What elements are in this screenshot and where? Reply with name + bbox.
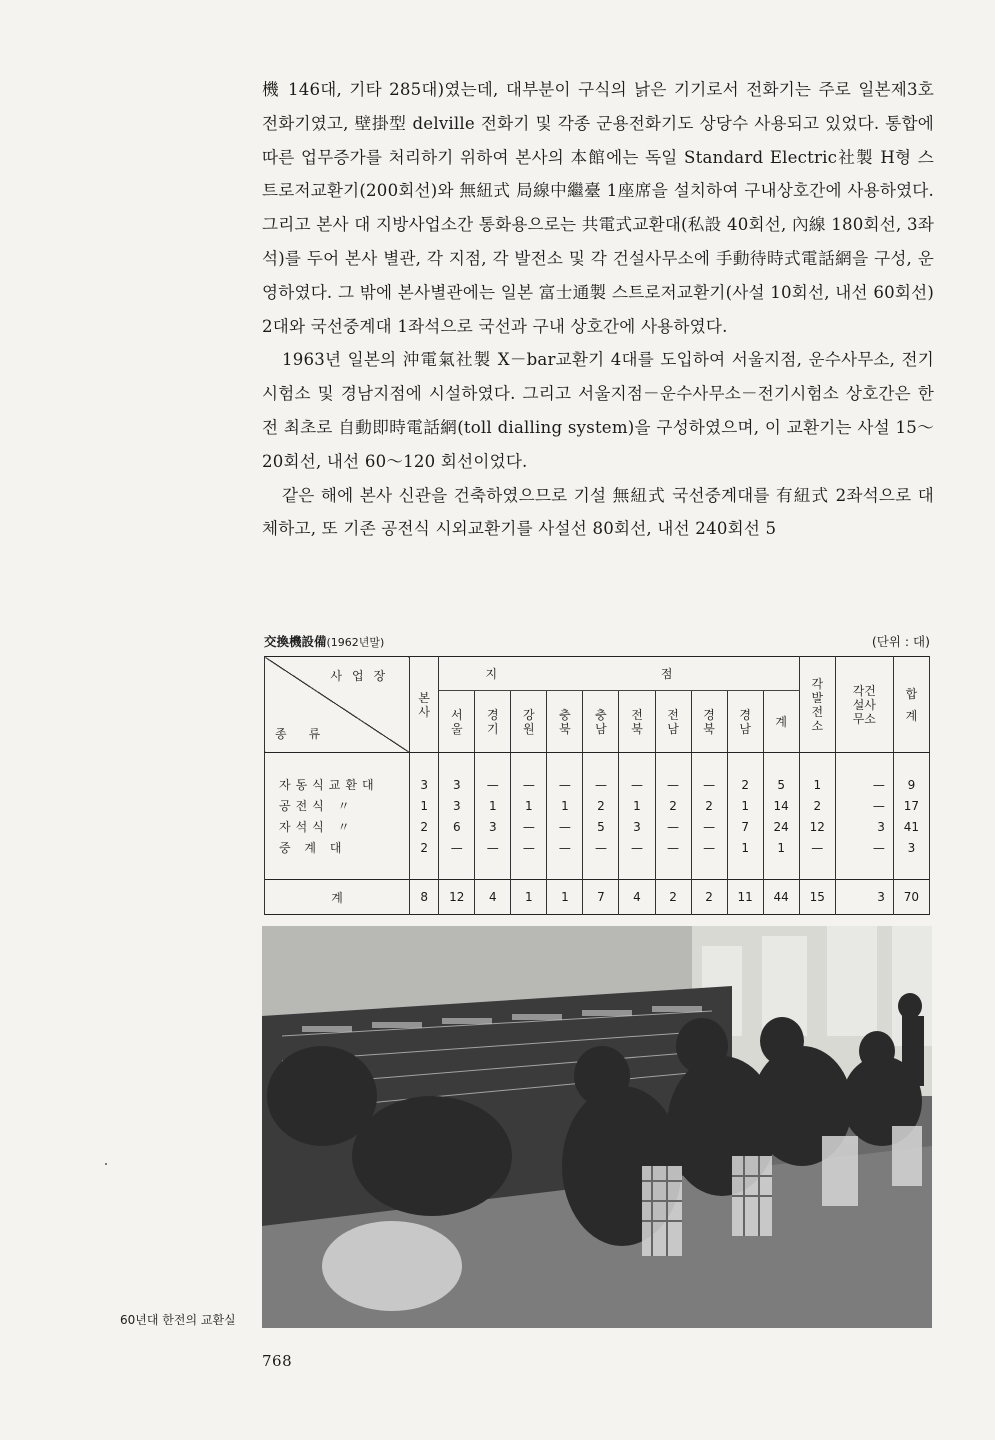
corner-header	[265, 657, 410, 753]
page-number: 768	[262, 1352, 293, 1370]
table-total	[265, 880, 930, 915]
col-branch: 충남	[583, 691, 619, 753]
table-subtitle: (1962년말)	[326, 636, 385, 649]
col-branch: 경기	[475, 691, 511, 753]
table-header	[264, 632, 930, 650]
col-construction: 각건설사무소	[835, 657, 893, 753]
corner-top-label: 사업장	[330, 669, 396, 683]
photo-caption: 60년대 한전의 교환실	[120, 1313, 236, 1327]
table-row: 자동식교환대 3 3 — — — — — — — 2 5 1 — 9	[265, 774, 930, 795]
table-total-row: 계 8 12 4 1 1 7 4 2 2 11 44 15 3 70	[265, 880, 930, 915]
table-row: 자석식 〃 2 6 3 — — 5 3 — — 7 24 12 3 41	[265, 816, 930, 837]
body-text	[262, 73, 934, 546]
table-title: 交換機設備	[264, 634, 327, 649]
col-branch: 충북	[547, 691, 583, 753]
col-branch-subtotal: 계	[763, 691, 799, 753]
table-title-wrap	[264, 632, 384, 650]
col-branch: 강원	[511, 691, 547, 753]
paragraph: 같은 해에 본사 신관을 건축하였으므로 기설 無紐式 국선중계대를 有紐式 2좌석으로 대체하고, 또 기존 공전식 시외교환기를 사설선 80회선, 내선 240회선 5	[262, 485, 934, 539]
col-branch: 경남	[727, 691, 763, 753]
paragraph: 機 146대, 기타 285대)였는데, 대부분이 구식의 낡은 기기로서 전화기는 주로 일본제3호 전화기였고, 壁掛型 delville 전화기 및 각종 군용전화기도 상당수 사용되고 있었다. 통합에 따른 업무증가를 처리하기 위하여 본사의 本館에는 독일 Standard Electric社製 H형 스트로저교환기(200회선)와 無紐式 局線中繼臺 1座席을 설치하여 구내상호간에 사용하였다. 그리고 본사 대 지방사업소간 통화용으로는 共電式교환대(私設 40회선, 內線 180회선, 3좌석)를 두어 본사 별관, 각 지점, 각 발전소 및 각 건설사무소에 手動待時式電話網을 구성, 운영하였다. 그 밖에 본사별관에는 일본 富士通製 스트로저교환기(사설 10회선, 내선 60회선) 2대와 국선중계대 1좌석으로 국선과 구내 상호간에 사용하였다.	[262, 80, 934, 336]
table-row: 중 계 대 2 — — — — — — — — 1 1 — — 3	[265, 837, 930, 858]
corner-bottom-label: 종류	[275, 727, 343, 741]
col-branch: 경북	[691, 691, 727, 753]
paragraph: 1963년 일본의 沖電氣社製 X－bar교환기 4대를 도입하여 서울지점, 운수사무소, 전기시험소 및 경남지점에 시설하였다. 그리고 서울지점－운수사무소－전기시험소 상호간은 한전 최초로 自動即時電話網(toll dialling system)을 구성하였으며, 이 교환기는 사설 15～20회선, 내선 60～120 회선이었다.	[262, 350, 934, 471]
col-total: 합 계	[893, 657, 929, 753]
table-unit: (단위 : 대)	[871, 634, 930, 649]
col-branch: 서울	[439, 691, 475, 753]
speck	[105, 1163, 107, 1165]
table-row: 공전식 〃 1 3 1 1 1 2 1 2 2 1 14 2 — 17	[265, 795, 930, 816]
table-body	[265, 753, 930, 880]
exchange-equipment-table	[264, 656, 930, 915]
col-plants: 각발전소	[799, 657, 835, 753]
photo-illustration	[262, 926, 932, 1328]
col-branch: 전북	[619, 691, 655, 753]
col-branch: 전남	[655, 691, 691, 753]
col-branch-group: 지 점	[439, 657, 800, 691]
switchboard-room-photo	[262, 926, 932, 1328]
col-hq: 본사	[410, 657, 439, 753]
